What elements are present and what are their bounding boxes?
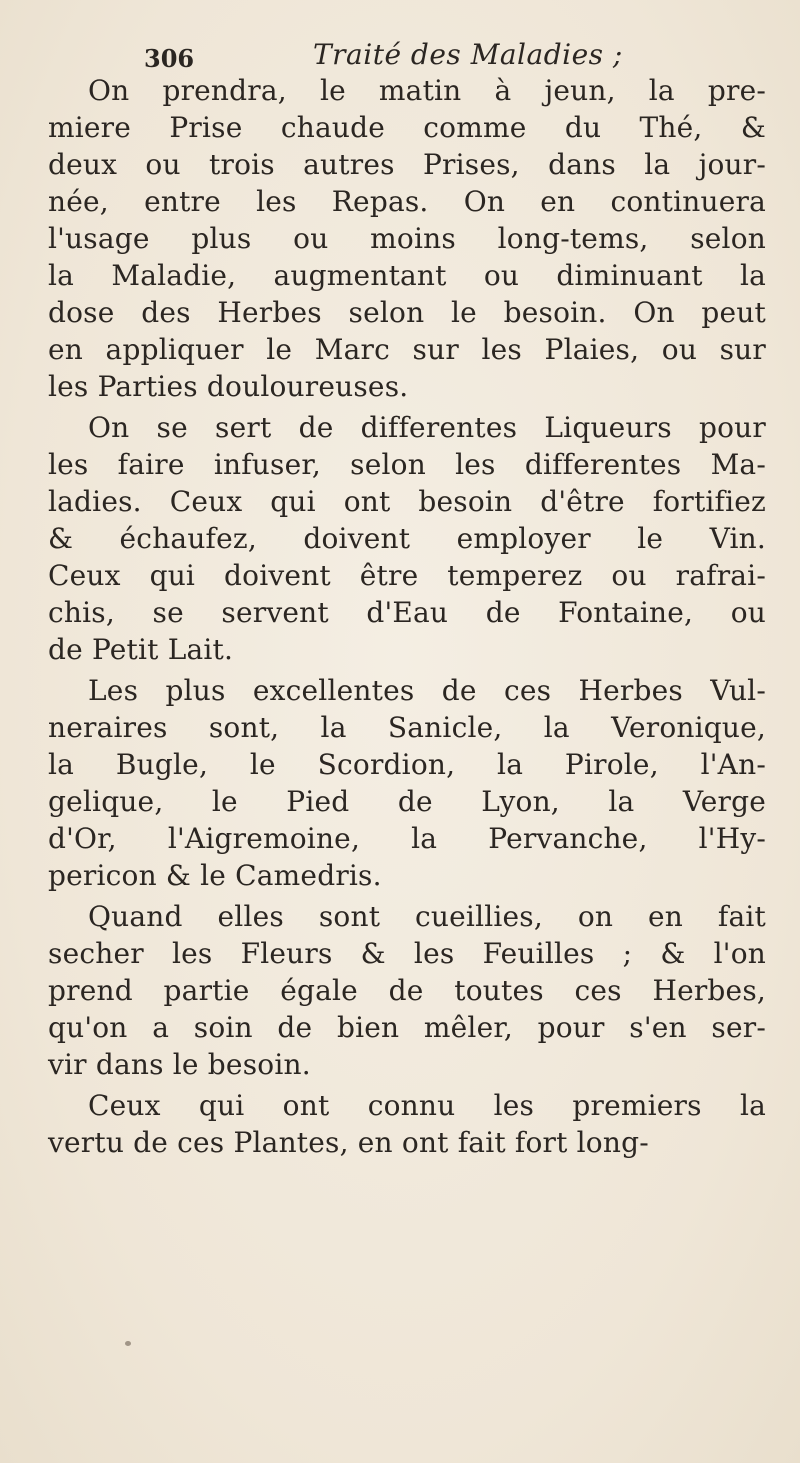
text-line: gelique, le Pied de Lyon, la Verge (48, 785, 766, 818)
text-line: née, entre les Repas. On en continuera (48, 185, 766, 218)
text-line: deux ou trois autres Prises, dans la jour- (48, 148, 766, 181)
paragraph (48, 72, 766, 405)
paragraph (48, 898, 766, 1083)
paragraph (48, 1087, 766, 1161)
text-line: la Bugle, le Scordion, la Pirole, l'An- (48, 748, 766, 781)
text-line: On prendra, le matin à jeun, la pre- (88, 74, 766, 107)
text-line: ladies. Ceux qui ont besoin d'être fortifiez (48, 485, 766, 518)
text-line: l'usage plus ou moins long-tems, selon (48, 222, 766, 255)
text-line: On se sert de differentes Liqueurs pour (88, 411, 766, 444)
text-line: les Parties douloureuses. (48, 370, 409, 403)
text-line: secher les Fleurs & les Feuilles ; & l'on (48, 937, 766, 970)
text-line: pericon & le Camedris. (48, 859, 382, 892)
ink-spot (125, 1341, 131, 1346)
text-line: prend partie égale de toutes ces Herbes, (48, 974, 766, 1007)
text-line: Ceux qui doivent être temperez ou rafrai- (48, 559, 766, 592)
text-line: en appliquer le Marc sur les Plaies, ou sur (48, 333, 766, 366)
text-line: qu'on a soin de bien mêler, pour s'en ser- (48, 1011, 766, 1044)
text-line: de Petit Lait. (48, 633, 234, 666)
text-line: miere Prise chaude comme du Thé, & (48, 111, 766, 144)
text-line: d'Or, l'Aigremoine, la Pervanche, l'Hy- (48, 822, 766, 855)
text-line: vir dans le besoin. (48, 1048, 311, 1081)
body-text (48, 72, 766, 1161)
paragraph (48, 409, 766, 668)
text-line: Ceux qui ont connu les premiers la (88, 1089, 766, 1122)
text-line: chis, se servent d'Eau de Fontaine, ou (48, 596, 766, 629)
page-number: 306 (144, 44, 195, 73)
text-line: vertu de ces Plantes, en ont fait fort long- (48, 1126, 649, 1159)
text-line: la Maladie, augmentant ou diminuant la (48, 259, 766, 292)
text-line: neraires sont, la Sanicle, la Veronique, (48, 711, 766, 744)
text-line: dose des Herbes selon le besoin. On peut (48, 296, 766, 329)
paragraph (48, 672, 766, 894)
running-title: Traité des Maladies ; (313, 38, 623, 71)
text-line: & échaufez, doivent employer le Vin. (48, 522, 766, 555)
text-line: les faire infuser, selon les differentes Ma- (48, 448, 766, 481)
text-line: Quand elles sont cueillies, on en fait (88, 900, 766, 933)
page-header (48, 24, 768, 72)
text-line: Les plus excellentes de ces Herbes Vul- (88, 674, 766, 707)
